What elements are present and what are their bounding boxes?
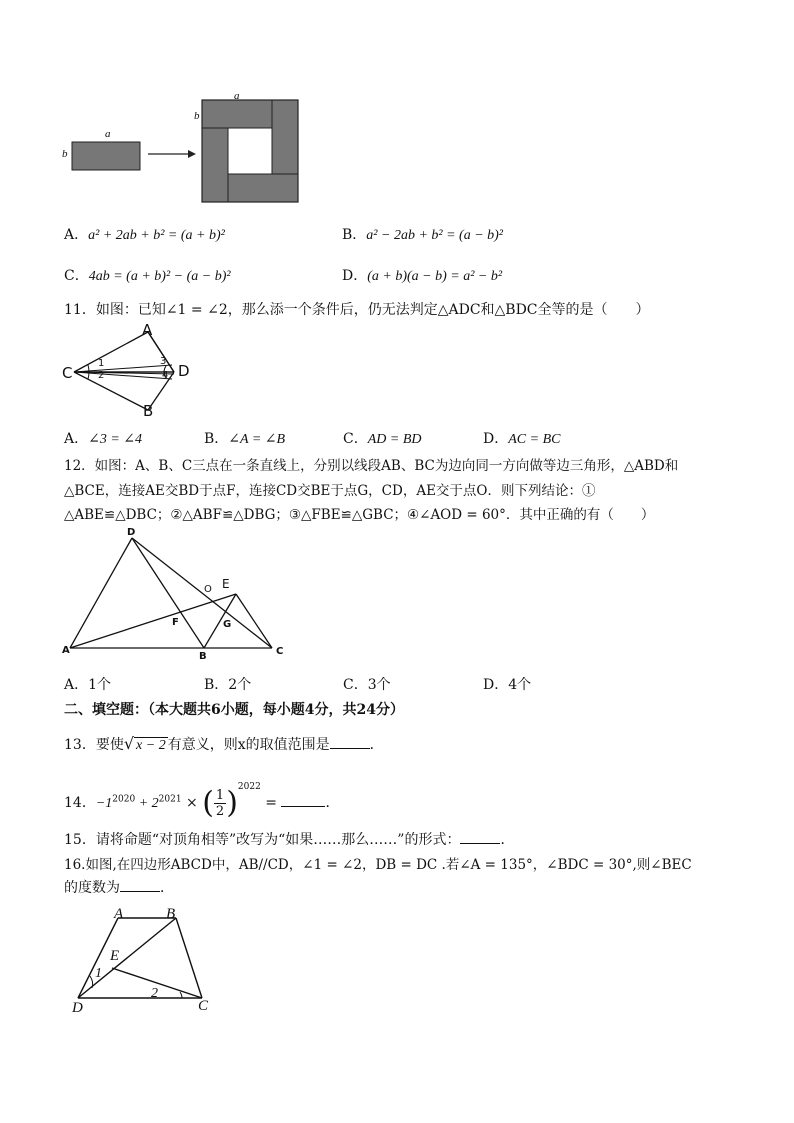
option-text: AD = BD (367, 432, 422, 447)
option-letter: C． (343, 431, 368, 447)
option-letter: B． (204, 677, 229, 693)
q11-angle-4: 4 (162, 370, 169, 381)
q16-line-1: 16.如图,在四边形ABCD中，AB//CD，∠1 = ∠2，DB = DC .若∠A = 135°，∠BDC = 30°,则∠BEC (64, 857, 692, 873)
q14-exp2: 2021 (158, 794, 182, 805)
section-2-title: 二、填空题：（本大题共6小题，每小题4分，共24分） (64, 702, 404, 718)
q14-num: 14． (64, 795, 96, 811)
q11-option-d[interactable] (483, 428, 560, 448)
option-text: a² − 2ab + b² = (a − b)² (366, 228, 504, 243)
q14-frac-num: 1 (215, 787, 225, 803)
q14-answer-blank[interactable] (281, 794, 325, 807)
option-letter: C． (64, 268, 89, 284)
option-text: (a + b)(a − b) = a² − b² (367, 269, 503, 284)
q12-line-3: △ABE≌△DBC；②△ABF≌△DBG；③△FBE≌△GBC；④∠AOD = 60°．其中正确的有（ ） (64, 507, 655, 523)
q12-label-o: O (204, 584, 212, 595)
q13-before: 13．要使 (64, 737, 124, 753)
q12-option-b[interactable] (204, 674, 251, 694)
q11-option-a[interactable] (64, 428, 142, 448)
q10-option-d[interactable] (342, 265, 502, 285)
q16-figure (72, 906, 217, 1016)
option-letter: A． (64, 677, 89, 693)
q16-line-2-text: 的度数为 (64, 880, 120, 896)
option-text: 4ab = (a + b)² − (a − b)² (88, 269, 231, 284)
q11-figure (62, 322, 192, 422)
q15-answer-blank[interactable] (460, 831, 500, 844)
q12-figure (62, 528, 292, 658)
q11-label-c: C (62, 364, 73, 382)
q11-angle-2: 2 (98, 370, 105, 381)
q14-times: × (181, 795, 203, 811)
q11-stem: 11．如图：已知∠1 = ∠2，那么添一个条件后，仍无法判定△ADC和△BDC全等的是（ ） (64, 302, 650, 318)
q14-exp1: 2020 (112, 794, 136, 805)
q16-answer-blank[interactable] (120, 879, 160, 892)
q14-eq: = (260, 795, 282, 811)
q11-angle-3: 3 (160, 356, 167, 367)
q10-label-b-small: b (62, 148, 68, 160)
q12-option-c[interactable] (343, 674, 391, 694)
option-letter: A． (64, 227, 89, 243)
option-text: 3个 (367, 677, 391, 693)
option-letter: D． (483, 431, 509, 447)
q10-option-c[interactable] (64, 265, 231, 285)
q14-expr1: −1 (95, 796, 113, 811)
q11-label-d: D (178, 362, 190, 380)
q12-line-1: 12．如图：A、B、C三点在一条直线上，分别以线段AB、BC为边向同一方向做等边三角形，△ABD和 (64, 458, 679, 474)
q14-paren-open: ( (202, 785, 214, 821)
q15-end: ． (500, 832, 515, 848)
option-text: 1个 (88, 677, 112, 693)
q11-angle-1: 1 (98, 358, 105, 369)
option-text: ∠3 = ∠4 (88, 432, 143, 447)
q10-option-a[interactable] (64, 224, 225, 244)
option-text: 4个 (508, 677, 532, 693)
q16-label-1: 1 (95, 966, 102, 981)
q12-line-2: △BCE，连接AE交BD于点F，连接CD交BE于点G，CD，AE交于点O．则下列结论：① (64, 483, 596, 499)
q12-label-d: D (127, 527, 136, 538)
q14-frac-den: 2 (215, 803, 225, 819)
q11-option-c[interactable] (343, 428, 422, 448)
q14-exp3: 2022 (237, 782, 261, 792)
q10-label-b-big: b (194, 110, 200, 122)
q10-figure (60, 92, 310, 207)
option-text: ∠A = ∠B (228, 432, 286, 447)
option-text: 2个 (228, 677, 252, 693)
q12-label-a: A (62, 645, 70, 656)
q13-answer-blank[interactable] (330, 736, 370, 749)
q12-label-g: G (223, 619, 232, 630)
q16-label-d: D (72, 1000, 83, 1016)
q11-label-b: B (143, 402, 154, 420)
q15-text: 15．请将命题“对顶角相等”改写为“如果……那么……”的形式： (64, 832, 461, 848)
q16-label-e: E (110, 948, 120, 964)
q16-label-c: C (198, 998, 209, 1014)
q16-line-2 (64, 877, 174, 897)
q13 (64, 734, 384, 754)
q13-after: 有意义，则x的取值范围是 (167, 737, 330, 753)
q14-end: ． (325, 795, 340, 811)
q14 (64, 782, 339, 821)
q12-label-e: E (222, 577, 230, 591)
q15 (64, 829, 514, 849)
option-letter: A． (64, 431, 89, 447)
q10-label-a-small: a (105, 128, 111, 140)
q12-label-c: C (276, 646, 284, 657)
option-letter: B． (204, 431, 229, 447)
q16-label-a: A (114, 906, 124, 922)
q16-end: ． (160, 880, 174, 896)
option-letter: C． (343, 677, 368, 693)
q13-radicand: x − 2 (136, 738, 166, 753)
q16-label-b: B (166, 906, 176, 922)
q14-fraction (214, 788, 226, 819)
q13-end: ． (369, 737, 384, 753)
q14-paren-close: ) (226, 785, 238, 821)
option-text: a² + 2ab + b² = (a + b)² (88, 228, 225, 243)
q10-label-a-big: a (234, 90, 240, 102)
q11-label-a: A (142, 321, 153, 339)
option-letter: D． (483, 677, 509, 693)
option-letter: D． (342, 268, 368, 284)
q11-option-b[interactable] (204, 428, 285, 448)
q12-label-b: B (199, 651, 207, 662)
q12-label-f: F (172, 617, 179, 628)
q14-plus: + 2 (135, 796, 159, 811)
q12-option-a[interactable] (64, 674, 111, 694)
option-text: AC = BC (508, 432, 561, 447)
sqrt-sign: √ (123, 734, 135, 753)
q16-label-2: 2 (151, 986, 158, 1001)
q12-option-d[interactable] (483, 674, 531, 694)
q10-option-b[interactable] (342, 224, 503, 244)
option-letter: B． (342, 227, 367, 243)
